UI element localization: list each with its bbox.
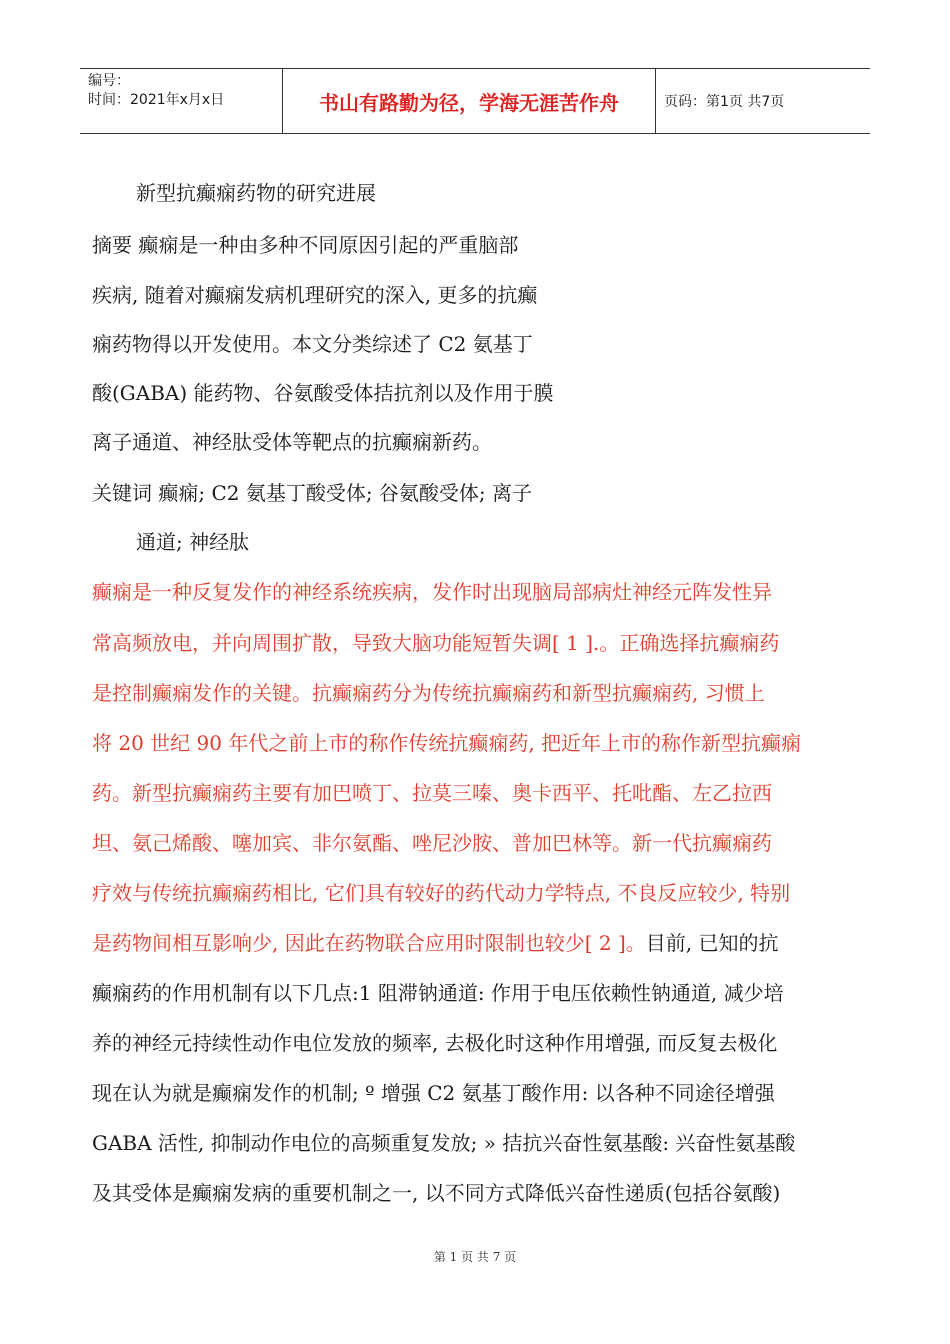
page-header	[80, 68, 870, 134]
abstract-line: 摘要 癫痫是一种由多种不同原因引起的严重脑部	[92, 233, 519, 257]
header-info	[80, 69, 282, 133]
document-number-label: 编号：	[88, 73, 130, 89]
body-line-red: 癫痫是一种反复发作的神经系统疾病，发作时出现脑局部病灶神经元阵发性异	[92, 580, 772, 604]
abstract-line: 痫药物得以开发使用。本文分类综述了 C2 氨基丁	[92, 332, 533, 356]
body-line-red: 将 20 世纪 90 年代之前上市的称作传统抗癫痫药, 把近年上市的称作新型抗癫痫	[92, 731, 802, 755]
body-line: 现在认为就是癫痫发作的机制; º 增强 C2 氨基丁酸作用: 以各种不同途径增强	[92, 1081, 775, 1105]
body-text-black: 目前, 已知的抗	[645, 931, 779, 955]
body-line-mixed	[92, 931, 778, 955]
body-line-red: 坦、氨己烯酸、噻加宾、非尔氨酯、唑尼沙胺、普加巴林等。新一代抗癫痫药	[92, 831, 772, 855]
body-line-red: 疗效与传统抗癫痫药相比, 它们具有较好的药代动力学特点, 不良反应较少, 特别	[92, 881, 791, 905]
abstract-line: 疾病, 随着对癫痫发病机理研究的深入, 更多的抗癫	[92, 283, 538, 307]
body-line: 及其受体是癫痫发病的重要机制之一, 以不同方式降低兴奋性递质(包括谷氨酸)	[92, 1181, 781, 1205]
body-line: GABA 活性, 抑制动作电位的高频重复发放; » 拮抗兴奋性氨基酸: 兴奋性氨基酸	[92, 1131, 796, 1155]
header-page-code: 页码：第1页 共7页	[664, 94, 785, 110]
keywords-line: 通道; 神经肽	[136, 530, 250, 554]
page-footer: 第 1 页 共 7 页	[433, 1250, 517, 1264]
keywords-line: 关键词 癫痫; C2 氨基丁酸受体; 谷氨酸受体; 离子	[92, 481, 533, 505]
abstract-line: 离子通道、神经肽受体等靶点的抗癫痫新药。	[92, 430, 492, 454]
body-line-red: 是控制癫痫发作的关键。抗癫痫药分为传统抗癫痫药和新型抗癫痫药, 习惯上	[92, 681, 765, 705]
body-line: 养的神经元持续性动作电位发放的频率, 去极化时这种作用增强, 而反复去极化	[92, 1031, 778, 1055]
header-motto: 书山有路勤为径，学海无涯苦作舟	[282, 69, 656, 133]
body-line: 癫痫药的作用机制有以下几点:1 阻滞钠通道: 作用于电压依赖性钠通道, 减少培	[92, 981, 784, 1005]
document-title: 新型抗癫痫药物的研究进展	[136, 181, 376, 205]
document-time-label: 时间：2021年x月x日	[88, 92, 225, 108]
body-text-red: 是药物间相互影响少, 因此在药物联合应用时限制也较少[ 2 ]。	[92, 931, 646, 955]
abstract-line: 酸(GABA) 能药物、谷氨酸受体拮抗剂以及作用于膜	[92, 381, 554, 405]
body-line-red: 常高频放电，并向周围扩散，导致大脑功能短暂失调[ 1 ].。正确选择抗癫痫药	[92, 631, 780, 655]
body-line-red: 药。新型抗癫痫药主要有加巴喷丁、拉莫三嗪、奥卡西平、托吡酯、左乙拉西	[92, 781, 772, 805]
